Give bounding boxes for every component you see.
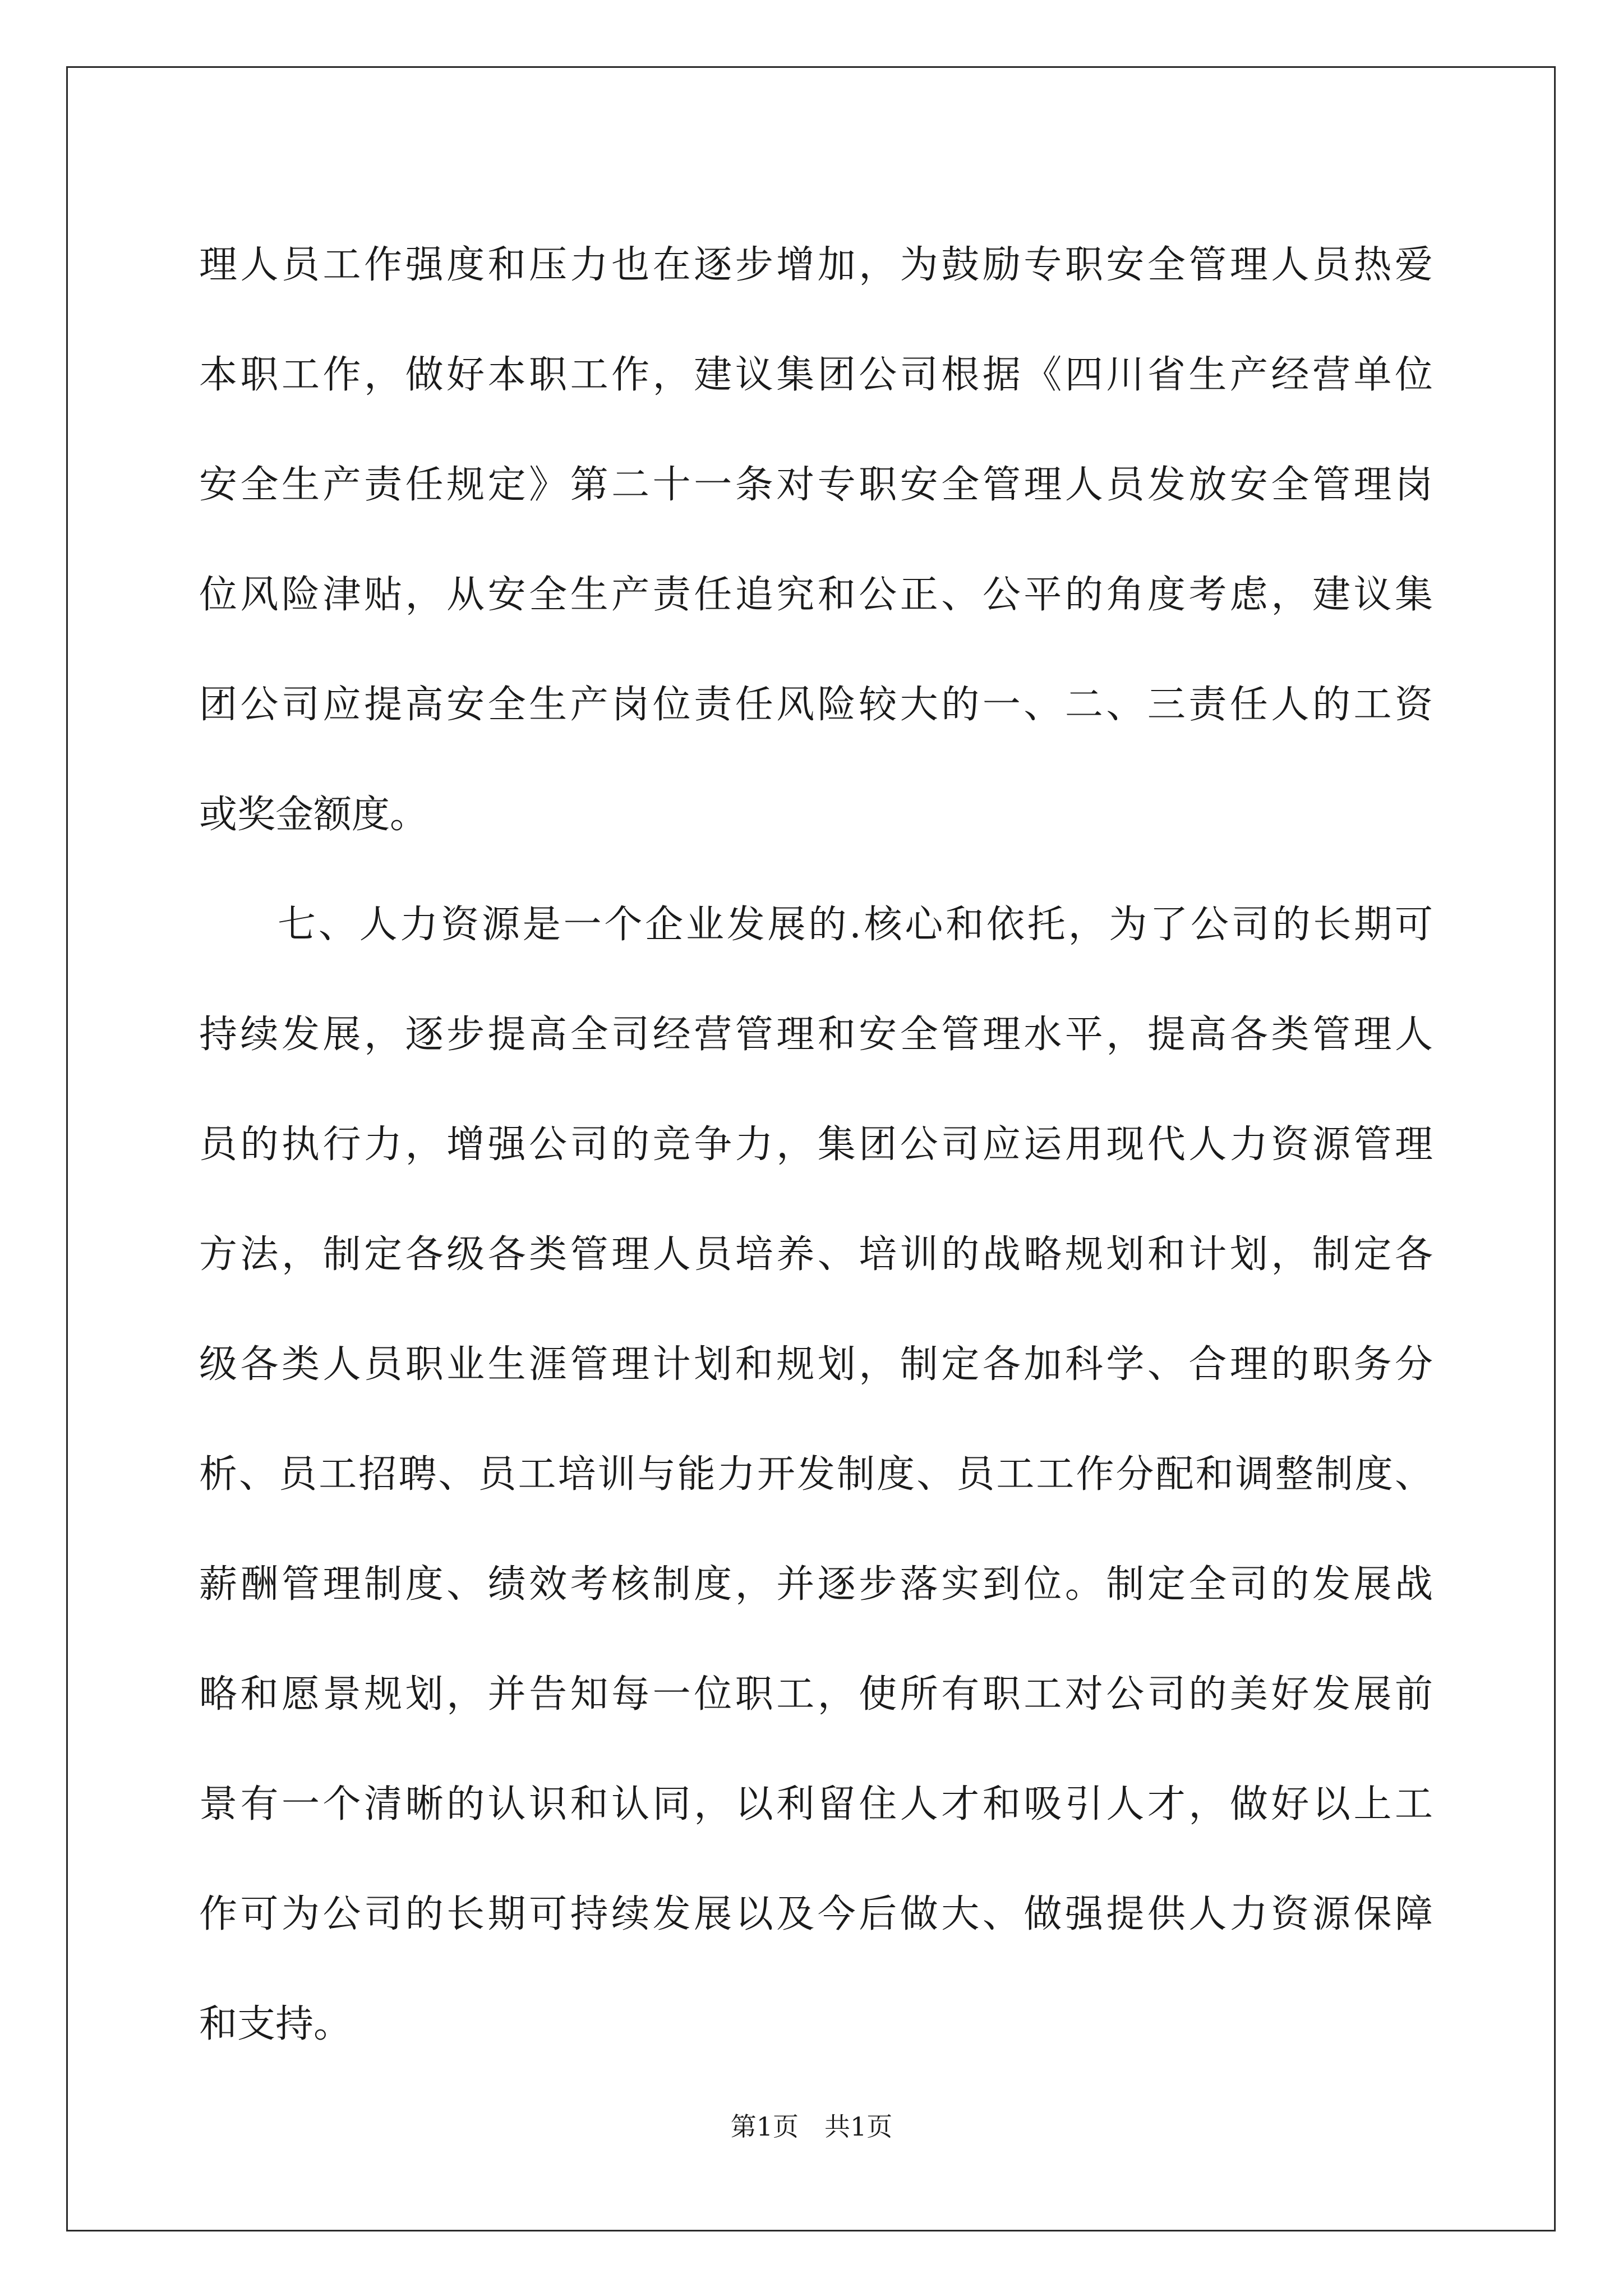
text-line-8: 持续发展，逐步提高全司经营管理和安全管理水平，提高各类管理人	[199, 1013, 1433, 1057]
text-line-9: 员的执行力，增强公司的竞争力，集团公司应运用现代人力资源管理	[199, 1122, 1433, 1167]
text-line-6: 或奖金额度。	[199, 793, 428, 837]
text-line-10: 方法，制定各级各类管理人员培养、培训的战略规划和计划，制定各	[199, 1232, 1433, 1277]
text-line-16: 作可为公司的长期可持续发展以及今后做大、做强提供人力资源保障	[199, 1892, 1433, 1936]
text-line-12: 析、员工招聘、员工培训与能力开发制度、员工工作分配和调整制度、	[199, 1452, 1433, 1497]
text-line-13: 薪酬管理制度、绩效考核制度，并逐步落实到位。制定全司的发展战	[199, 1562, 1433, 1607]
text-line-4: 位风险津贴，从安全生产责任追究和公正、公平的角度考虑，建议集	[199, 573, 1433, 617]
text-line-5: 团公司应提高安全生产岗位责任风险较大的一、二、三责任人的工资	[199, 683, 1433, 727]
text-line-7: 七、人力资源是一个企业发展的.核心和依托，为了公司的长期可	[278, 903, 1433, 947]
text-line-17: 和支持。	[199, 2002, 352, 2046]
document-body	[199, 210, 1433, 2079]
text-line-2: 本职工作，做好本职工作，建议集团公司根据《四川省生产经营单位	[199, 353, 1433, 397]
text-line-15: 景有一个清晰的认识和认同，以利留住人才和吸引人才，做好以上工	[199, 1782, 1433, 1826]
page-footer: 第1页 共1页	[730, 2111, 893, 2142]
text-line-1: 理人员工作强度和压力也在逐步增加，为鼓励专职安全管理人员热爱	[199, 243, 1433, 287]
text-line-14: 略和愿景规划，并告知每一位职工，使所有职工对公司的美好发展前	[199, 1672, 1433, 1717]
text-line-3: 安全生产责任规定》第二十一条对专职安全管理人员发放安全管理岗	[199, 463, 1433, 507]
text-line-11: 级各类人员职业生涯管理计划和规划，制定各加科学、合理的职务分	[199, 1342, 1433, 1387]
